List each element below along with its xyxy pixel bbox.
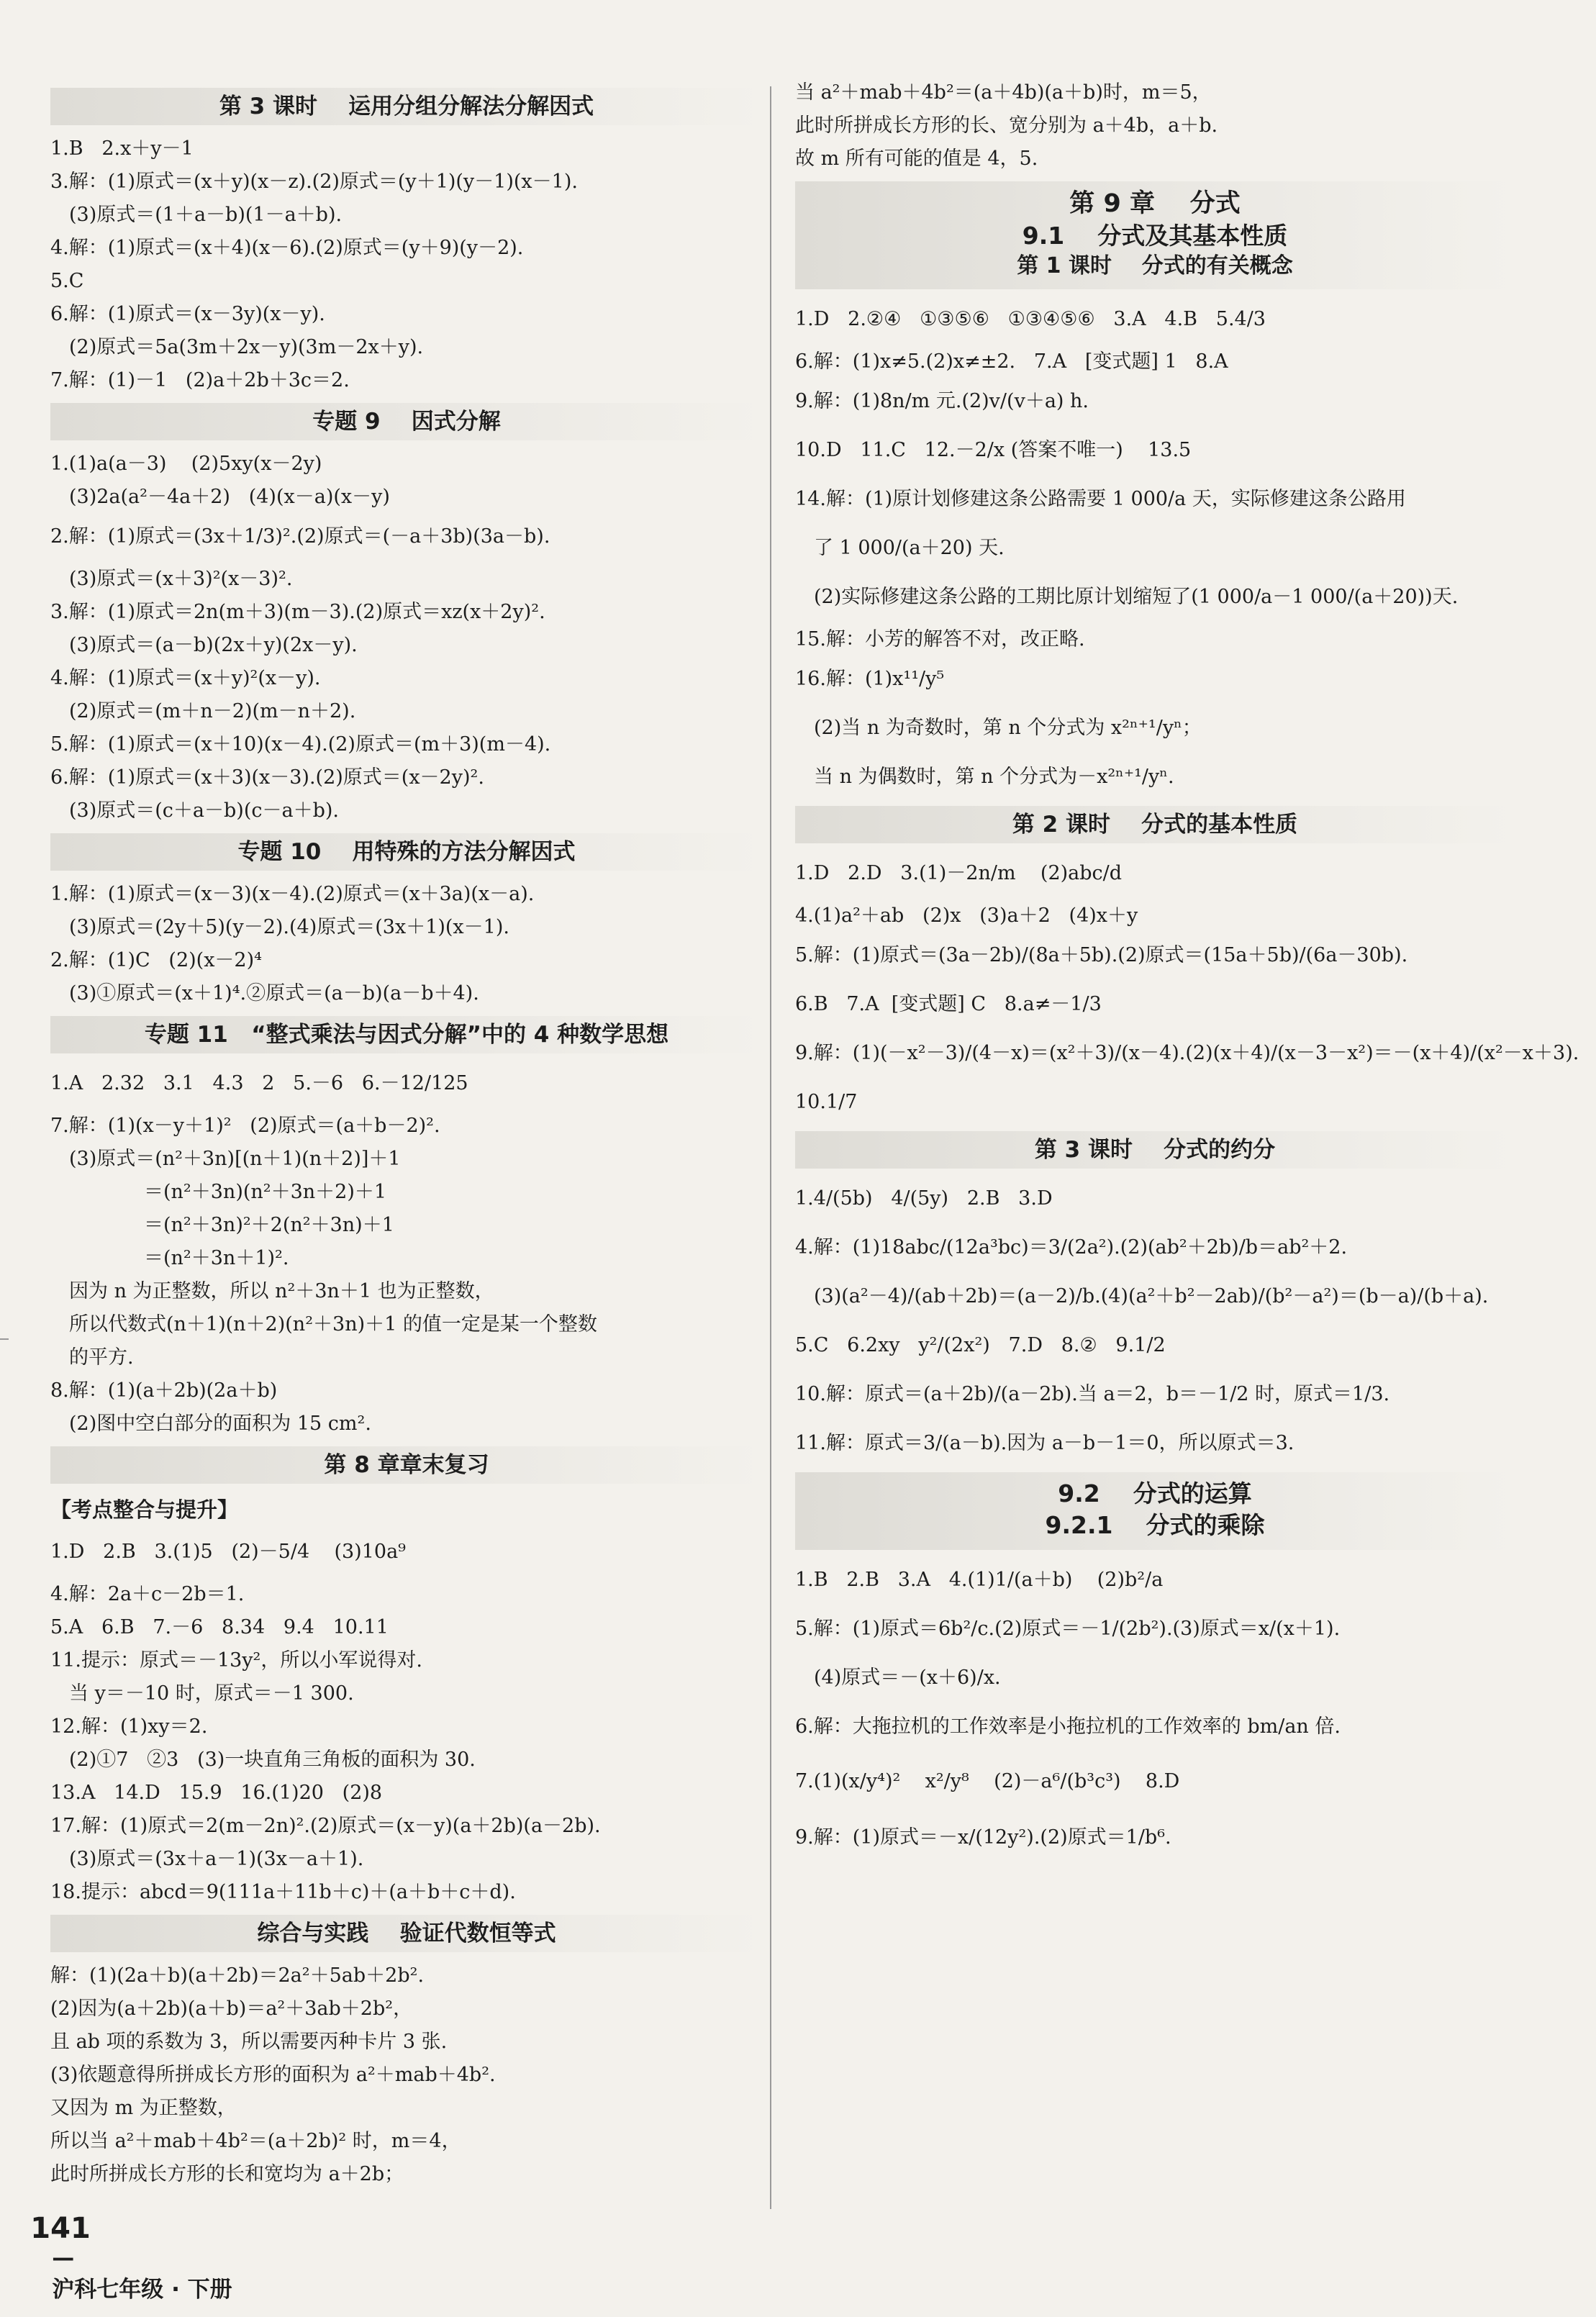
answer-line: 解：(1)(2a＋b)(a＋2b)＝2a²＋5ab＋2b². [50,1964,425,1987]
chapter-title: 第 9 章 分式 [1069,189,1241,218]
answer-line: 10.1/7 [795,1091,858,1113]
answer-line: 6.解：大拖拉机的工作效率是小拖拉机的工作效率的 bm/an 倍. [795,1715,1341,1738]
answer-line: 3.解：(1)原式＝(x＋y)(x－z).(2)原式＝(y＋1)(y－1)(x－1). [50,171,578,193]
section-heading: 专题 9 因式分解 [50,403,763,440]
answer-line: (2)①7 ②3 (3)一块直角三角板的面积为 30. [69,1749,476,1771]
section-heading: 综合与实践 验证代数恒等式 [50,1915,763,1952]
chapter-heading [795,1472,1515,1550]
answer-line: 当 y＝－10 时，原式＝－1 300. [69,1682,354,1705]
answer-line: 2.解：(1)C (2)(x－2)⁴ [50,949,262,971]
book-title: 沪科七年级 · 下册 [52,2277,232,2303]
answer-line: 11.提示：原式＝－13y²，所以小军说得对. [50,1649,422,1672]
answer-line: 6.解：(1)原式＝(x－3y)(x－y). [50,303,325,325]
answer-line: 10.解：原式＝(a＋2b)/(a－2b).当 a＝2，b＝－1/2 时，原式＝1/3. [795,1383,1390,1405]
answer-line: (2)图中空白部分的面积为 15 cm². [69,1413,371,1435]
left-column [50,79,763,2194]
answer-line: 4.解：(1)18abc/(12a³bc)＝3/(2a²).(2)(ab²＋2b)/b＝ab²＋2. [795,1236,1348,1259]
answer-line: 1.4/(5b) 4/(5y) 2.B 3.D [795,1187,1053,1210]
answer-line: 4.解：(1)原式＝(x＋4)(x－6).(2)原式＝(y＋9)(y－2). [50,237,524,259]
section-heading: 专题 10 用特殊的方法分解因式 [50,833,763,871]
answer-line: 8.解：(1)(a＋2b)(2a＋b) [50,1379,278,1402]
answer-line: 1.解：(1)原式＝(x－3)(x－4).(2)原式＝(x＋3a)(x－a). [50,883,535,905]
lesson-title: 第 1 课时 分式的有关概念 [1017,253,1293,278]
answer-line: (2)当 n 为奇数时，第 n 个分式为 x²ⁿ⁺¹/yⁿ； [814,717,1202,739]
answer-line: 1.D 2.D 3.(1)－2n/m (2)abc/d [795,862,1123,884]
answer-line: 12.解：(1)xy＝2. [50,1715,208,1738]
answer-line: 7.解：(1)－1 (2)a＋2b＋3c＝2. [50,369,350,391]
answer-line: (3)(a²－4)/(ab＋2b)＝(a－2)/b.(4)(a²＋b²－2ab)/(b²－a²)＝(b－a)/(b＋a). [814,1285,1489,1307]
column-divider [770,86,771,2209]
answer-line: 1.(1)a(a－3) (2)5xy(x－2y) [50,453,322,475]
answer-line: 6.解：(1)x≠5.(2)x≠±2. 7.A [变式题] 1 8.A [795,350,1228,373]
answer-line: 9.解：(1)(－x²－3)/(4－x)＝(x²＋3)/(x－4).(2)(x＋4)/(x－3－x²)＝－(x＋4)/(x²－x＋3). [795,1042,1579,1064]
answer-line: 当 n 为偶数时，第 n 个分式为－x²ⁿ⁺¹/yⁿ. [814,766,1174,788]
answer-line: 且 ab 项的系数为 3，所以需要丙种卡片 3 张. [50,2031,448,2053]
answer-line: ＝(n²＋3n＋1)². [144,1247,289,1269]
answer-line: 1.B 2.x＋y－1 [50,137,194,160]
answer-line: 4.(1)a²＋ab (2)x (3)a＋2 (4)x＋y [795,904,1138,927]
answer-line: 16.解：(1)x¹¹/y⁵ [795,668,945,690]
answer-line: (3)原式＝(a－b)(2x＋y)(2x－y). [69,634,358,656]
answer-line: 5.解：(1)原式＝(3a－2b)/(8a＋5b).(2)原式＝(15a＋5b)/(6a－30b). [795,944,1408,966]
answer-line: (4)原式＝－(x＋6)/x. [814,1667,1001,1689]
answer-line: 2.解：(1)原式＝(3x＋1/3)².(2)原式＝(－a＋3b)(3a－b). [50,525,550,548]
answer-line: (3)原式＝(3x＋a－1)(3x－a＋1). [69,1848,364,1870]
answer-line: (3)原式＝(2y＋5)(y－2).(4)原式＝(3x＋1)(x－1). [69,916,509,938]
section-heading: 第 8 章章末复习 [50,1446,763,1484]
answer-line: 14.解：(1)原计划修建这条公路需要 1 000/a 天，实际修建这条公路用 [795,488,1406,510]
answer-line: 5.A 6.B 7.－6 8.34 9.4 10.11 [50,1616,389,1638]
answer-line: (3)原式＝(x＋3)²(x－3)². [69,568,293,590]
answer-line: 1.D 2.B 3.(1)5 (2)－5/4 (3)10a⁹ [50,1541,406,1563]
answer-line: 5.解：(1)原式＝(x＋10)(x－4).(2)原式＝(m＋3)(m－4). [50,733,551,756]
answer-line: 17.解：(1)原式＝2(m－2n)².(2)原式＝(x－y)(a＋2b)(a－2b). [50,1815,601,1837]
answer-line: 18.提示：abcd＝9(111a＋11b＋c)＋(a＋b＋c＋d). [50,1881,516,1903]
answer-line: ＝(n²＋3n)²＋2(n²＋3n)＋1 [144,1214,394,1236]
margin-tick [0,1338,9,1340]
answer-line: 了 1 000/(a＋20) 天. [814,537,1005,559]
section-heading: 第 2 课时 分式的基本性质 [795,806,1515,843]
answer-line: (3)原式＝(c＋a－b)(c－a＋b). [69,799,339,822]
answer-line: 9.解：(1)8n/m 元.(2)v/(v＋a) h. [795,390,1089,412]
answer-line: 4.解：(1)原式＝(x＋y)²(x－y). [50,667,321,689]
answer-line: 11.解：原式＝3/(a－b).因为 a－b－1＝0，所以原式＝3. [795,1432,1295,1454]
answer-line: 因为 n 为正整数，所以 n²＋3n＋1 也为正整数， [69,1280,494,1302]
answer-line: 的平方. [69,1346,134,1369]
answer-line: (3)依题意得所拼成长方形的面积为 a²＋mab＋4b². [50,2064,496,2086]
answer-line: 故 m 所有可能的值是 4，5. [795,148,1038,170]
answer-line: (3)原式＝(n²＋3n)[(n＋1)(n＋2)]＋1 [69,1148,401,1170]
answer-line: ＝(n²＋3n)(n²＋3n＋2)＋1 [144,1181,387,1203]
answer-line: 9.解：(1)原式＝－x/(12y²).(2)原式＝1/b⁶. [795,1826,1171,1849]
answer-line: 所以代数式(n＋1)(n＋2)(n²＋3n)＋1 的值一定是某一个整数 [69,1313,597,1336]
page-footer [14,2198,232,2317]
answer-line: 此时所拼成长方形的长和宽均为 a＋2b； [50,2163,404,2185]
answer-line: (3)2a(a²－4a＋2) (4)(x－a)(x－y) [69,486,390,508]
answer-line: 1.B 2.B 3.A 4.(1)1/(a＋b) (2)b²/a [795,1569,1164,1591]
answer-line: 5.解：(1)原式＝6b²/c.(2)原式＝－1/(2b²).(3)原式＝x/(x＋1). [795,1618,1341,1640]
answer-line: 当 a²＋mab＋4b²＝(a＋4b)(a＋b)时，m＝5， [795,81,1212,104]
answer-line: (3)①原式＝(x＋1)⁴.②原式＝(a－b)(a－b＋4). [69,982,479,1005]
section-heading: 第 3 课时 运用分组分解法分解因式 [50,88,763,125]
answer-line: 1.D 2.②④ ①③⑤⑥ ①③④⑤⑥ 3.A 4.B 5.4/3 [795,308,1266,330]
subsection-title: 9.2.1 分式的乘除 [1045,1511,1265,1539]
footer-separator: — [52,2245,75,2271]
answer-line: 此时所拼成长方形的长、宽分别为 a＋4b，a＋b. [795,114,1218,137]
page-number: 141 [30,2212,91,2245]
answer-line: 10.D 11.C 12.－2/x (答案不唯一) 13.5 [795,439,1192,461]
answer-line: 15.解：小芳的解答不对，改正略. [795,628,1085,650]
answer-line: (2)实际修建这条公路的工期比原计划缩短了(1 000/a－1 000/(a＋20))天. [814,586,1459,608]
answer-line: 7.(1)(x/y⁴)² x²/y⁸ (2)－a⁶/(b³c³) 8.D [795,1770,1180,1792]
answer-line: 5.C 6.2xy y²/(2x²) 7.D 8.② 9.1/2 [795,1334,1166,1356]
answer-line: 13.A 14.D 15.9 16.(1)20 (2)8 [50,1782,383,1804]
answer-line: 所以当 a²＋mab＋4b²＝(a＋2b)² 时，m＝4， [50,2130,461,2152]
answer-line: 5.C [50,270,84,292]
answer-line: 又因为 m 为正整数， [50,2097,237,2119]
section-heading: 专题 11 “整式乘法与因式分解”中的 4 种数学思想 [50,1016,763,1053]
section-title: 9.2 分式的运算 [1058,1479,1252,1507]
subheading: 【考点整合与提升】 [50,1497,239,1522]
answer-line: (2)因为(a＋2b)(a＋b)＝a²＋3ab＋2b²， [50,1998,413,2020]
section-heading: 第 3 课时 分式的约分 [795,1131,1515,1169]
answer-line: 3.解：(1)原式＝2n(m＋3)(m－3).(2)原式＝xz(x＋2y)². [50,601,545,623]
answer-line: 6.解：(1)原式＝(x＋3)(x－3).(2)原式＝(x－2y)². [50,766,484,789]
right-column [795,79,1579,1867]
answer-line: (2)原式＝(m＋n－2)(m－n＋2). [69,700,356,722]
answer-line: 7.解：(1)(x－y＋1)² (2)原式＝(a＋b－2)². [50,1115,440,1137]
chapter-heading [795,181,1515,289]
answer-line: 4.解：2a＋c－2b＝1. [50,1583,245,1605]
answer-line: (2)原式＝5a(3m＋2x－y)(3m－2x＋y). [69,336,424,358]
subsection-title: 9.1 分式及其基本性质 [1022,222,1288,250]
answer-line: 1.A 2.32 3.1 4.3 2 5.－6 6.－12/125 [50,1072,468,1094]
answer-line: (3)原式＝(1＋a－b)(1－a＋b). [69,204,343,226]
answer-line: 6.B 7.A [变式题] C 8.a≠－1/3 [795,993,1102,1015]
